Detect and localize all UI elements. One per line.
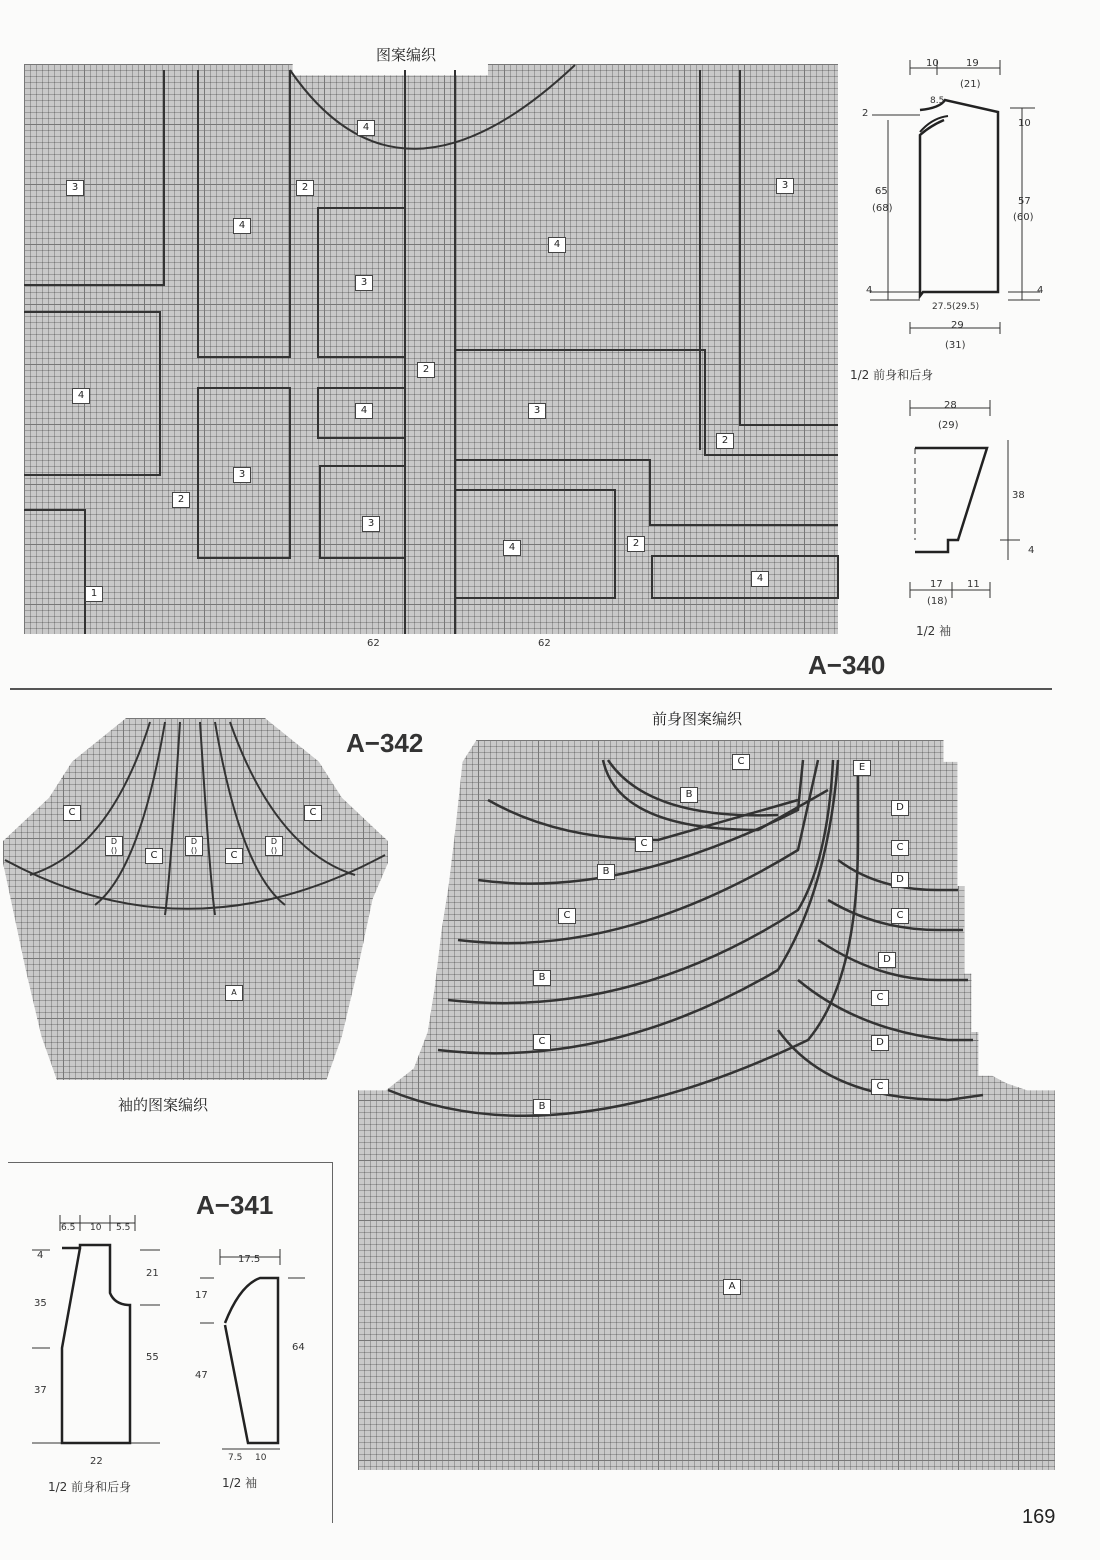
front-label: B — [680, 787, 698, 803]
sleeve-label: C — [145, 848, 163, 864]
front-chart-title: 前身图案编织 — [652, 710, 743, 728]
front-label: C — [732, 754, 750, 770]
a341-sleeve-r: 64 — [292, 1342, 305, 1353]
sleeve-label: A — [225, 985, 243, 1001]
sleeve-label: D () — [185, 836, 203, 856]
dim-right-top: 10 — [1018, 118, 1031, 129]
a340-region-label: 2 — [172, 492, 190, 508]
sleeve-dim-top2: (29) — [938, 420, 959, 431]
a340-region-label: 4 — [357, 120, 375, 136]
a341-body-t3: 5.5 — [116, 1223, 131, 1233]
sleeve-dim-h-bot: 4 — [1028, 545, 1035, 556]
dim-left-bot: 4 — [866, 285, 873, 296]
dim-top-left: 10 — [926, 58, 939, 69]
front-label: B — [533, 970, 551, 986]
a341-sleeve-b2: 10 — [255, 1453, 267, 1463]
a341-body-r2: 55 — [146, 1352, 159, 1363]
a341-body-schematic — [20, 1215, 190, 1455]
dim-top-mid2: (21) — [960, 79, 981, 90]
a340-region-label: 2 — [627, 536, 645, 552]
sleeve-label: C — [304, 805, 322, 821]
front-label: C — [871, 990, 889, 1006]
dim-neck: 8.5 — [930, 96, 945, 106]
dim-right-h2: (60) — [1013, 212, 1034, 223]
sleeve-dim-bot-l2: (18) — [927, 596, 948, 607]
front-label: A — [723, 1279, 741, 1295]
front-label: D — [891, 800, 909, 816]
a340-region-label: 2 — [716, 433, 734, 449]
a340-region-label: 2 — [296, 180, 314, 196]
a341-body-r1: 21 — [146, 1268, 159, 1279]
front-label: C — [871, 1079, 889, 1095]
sleeve-label: D () — [265, 836, 283, 856]
a341-body-caption: 1/2 前身和后身 — [48, 1480, 132, 1494]
dim-left-h2: (68) — [872, 203, 893, 214]
front-label: B — [597, 864, 615, 880]
a341-sleeve-l2: 47 — [195, 1370, 208, 1381]
a341-body-t2: 10 — [90, 1223, 102, 1233]
a341-sleeve-t: 17.5 — [238, 1254, 261, 1265]
sleeve-label: C — [225, 848, 243, 864]
section-divider — [10, 688, 1052, 690]
front-label: D — [891, 872, 909, 888]
a340-region-label: 4 — [548, 237, 566, 253]
a340-bottom-right: 62 — [538, 638, 551, 649]
front-label: C — [635, 836, 653, 852]
dim-top-mid: 19 — [966, 58, 979, 69]
schematic-body-caption: 1/2 前身和后身 — [850, 368, 934, 382]
a342-code: A−342 — [346, 728, 424, 758]
dim-right-bot: 4 — [1037, 285, 1044, 296]
a340-region-label: 4 — [751, 571, 769, 587]
front-label: D — [871, 1035, 889, 1051]
dim-right-h: 57 — [1018, 196, 1031, 207]
dim-inner-w: 27.5(29.5) — [932, 302, 980, 312]
a340-bottom-left: 62 — [367, 638, 380, 649]
a340-region-label: 3 — [776, 178, 794, 194]
sleeve-label: C — [63, 805, 81, 821]
sleeve-dim-bot-r: 11 — [967, 579, 980, 590]
a340-region-label: 3 — [66, 180, 84, 196]
a341-sleeve-schematic — [200, 1245, 320, 1485]
a341-body-l2: 35 — [34, 1298, 47, 1309]
front-label: E — [853, 760, 871, 776]
a340-region-label: 3 — [528, 403, 546, 419]
a342-front-lines — [358, 740, 1058, 1480]
front-label: C — [533, 1034, 551, 1050]
front-label: C — [558, 908, 576, 924]
a340-region-label: 1 — [85, 586, 103, 602]
front-label: C — [891, 908, 909, 924]
front-label: B — [533, 1099, 551, 1115]
sleeve-dim-top: 28 — [944, 400, 957, 411]
sleeve-chart-caption: 袖的图案编织 — [118, 1096, 209, 1114]
a340-region-label: 4 — [355, 403, 373, 419]
a341-code: A−341 — [196, 1190, 274, 1220]
sleeve-dim-bot-l: 17 — [930, 579, 943, 590]
page-number: 169 — [1022, 1506, 1056, 1528]
a341-sleeve-caption: 1/2 袖 — [222, 1476, 258, 1490]
a341-body-b: 22 — [90, 1456, 103, 1467]
a340-region-label: 2 — [417, 362, 435, 378]
a341-sleeve-b1: 7.5 — [228, 1453, 243, 1463]
a340-region-label: 4 — [503, 540, 521, 556]
dim-left-top: 2 — [862, 108, 869, 119]
a340-region-label: 3 — [233, 467, 251, 483]
front-label: C — [891, 840, 909, 856]
front-label: D — [878, 952, 896, 968]
a340-title: 图案编织 — [376, 46, 437, 64]
a341-body-l3: 37 — [34, 1385, 47, 1396]
a340-region-label: 3 — [362, 516, 380, 532]
a341-body-l1: 4 — [37, 1250, 44, 1261]
dim-w2: (31) — [945, 340, 966, 351]
a341-body-t1: 6.5 — [61, 1223, 76, 1233]
sleeve-label: D () — [105, 836, 123, 856]
a340-code: A−340 — [808, 650, 886, 680]
a340-region-label: 4 — [233, 218, 251, 234]
a342-sleeve-lines — [0, 700, 400, 1080]
a340-sleeve-schematic — [890, 400, 1090, 620]
a340-region-label: 3 — [355, 275, 373, 291]
a340-region-label: 4 — [72, 388, 90, 404]
dim-w: 29 — [951, 320, 964, 331]
schematic-sleeve-caption: 1/2 袖 — [916, 624, 952, 638]
sleeve-dim-h: 38 — [1012, 490, 1025, 501]
a341-sleeve-l1: 17 — [195, 1290, 208, 1301]
dim-left-h: 65 — [875, 186, 888, 197]
